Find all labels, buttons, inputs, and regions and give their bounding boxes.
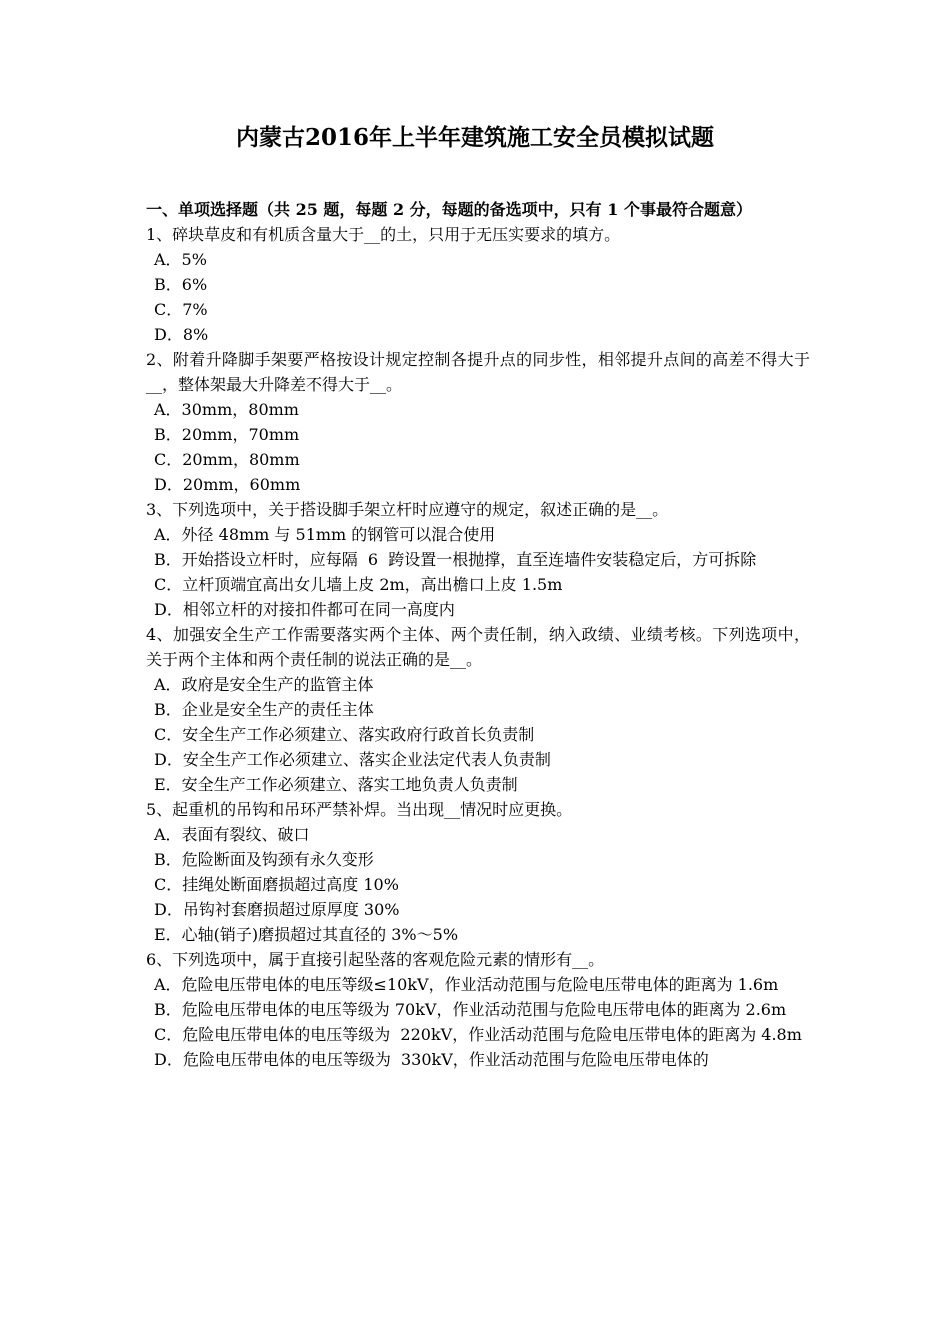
option-b: B．6% [154,275,208,294]
question-3 [146,497,810,622]
option-d: D．8% [154,325,209,344]
option-d: D．安全生产工作必须建立、落实企业法定代表人负责制 [154,750,551,769]
question-stem: 2、附着升降脚手架要严格按设计规定控制各提升点的同步性，相邻提升点间的高差不得大于__，整体架最大升降差不得大于__。 [146,350,810,394]
question-stem: 4、加强安全生产工作需要落实两个主体、两个责任制，纳入政绩、业绩考核。下列选项中，关于两个主体和两个责任制的说法正确的是__。 [146,625,810,669]
option-a: A．5% [154,250,207,269]
option-b: B．20mm，70mm [154,425,300,444]
option-d: D．相邻立杆的对接扣件都可在同一高度内 [154,600,455,619]
option-d: D．吊钩衬套磨损超过原厚度 30% [154,900,400,919]
question-stem: 5、起重机的吊钩和吊环严禁补焊。当出现__情况时应更换。 [146,800,573,819]
option-a: A．表面有裂纹、破口 [154,825,310,844]
option-b: B．危险电压带电体的电压等级为 70kV，作业活动范围与危险电压带电体的距离为 2.6m [154,1000,787,1019]
option-a: A．外径 48mm 与 51mm 的钢管可以混合使用 [154,525,496,544]
option-e: E．安全生产工作必须建立、落实工地负责人负责制 [154,775,518,794]
option-c: C．挂绳处断面磨损超过高度 10% [154,875,399,894]
question-stem: 6、下列选项中，属于直接引起坠落的客观危险元素的情形有__。 [146,950,605,969]
question-stem: 3、下列选项中，关于搭设脚手架立杆时应遵守的规定，叙述正确的是__。 [146,500,669,519]
option-c: C．立杆顶端宜高出女儿墙上皮 2m，高出檐口上皮 1.5m [154,575,563,594]
document-title: 内蒙古2016年上半年建筑施工安全员模拟试题 [235,124,714,151]
question-5 [146,797,810,947]
option-a: A．危险电压带电体的电压等级≤10kV，作业活动范围与危险电压带电体的距离为 1.6m [154,975,779,994]
exam-content [146,197,810,1072]
option-c: C．安全生产工作必须建立、落实政府行政首长负责制 [154,725,535,744]
option-c: C．危险电压带电体的电压等级为 220kV，作业活动范围与危险电压带电体的距离为 4.8m [154,1025,802,1044]
option-d: D．20mm，60mm [154,475,301,494]
section-heading: 一、单项选择题（共 25 题，每题 2 分，每题的备选项中，只有 1 个事最符合题意） [146,200,752,219]
option-e: E．心轴(销子)磨损超过其直径的 3%～5% [154,925,459,944]
question-1 [146,222,810,347]
option-c: C．7% [154,300,208,319]
option-a: A．政府是安全生产的监管主体 [154,675,374,694]
option-b: B．危险断面及钩颈有永久变形 [154,850,374,869]
question-4 [146,622,810,797]
question-6 [146,947,810,1072]
question-2 [146,347,810,497]
option-d: D．危险电压带电体的电压等级为 330kV，作业活动范围与危险电压带电体的 [154,1050,709,1069]
option-b: B．企业是安全生产的责任主体 [154,700,374,719]
option-a: A．30mm，80mm [154,400,299,419]
option-c: C．20mm，80mm [154,450,300,469]
question-stem: 1、碎块草皮和有机质含量大于__的土，只用于无压实要求的填方。 [146,225,621,244]
option-b: B．开始搭设立杆时，应每隔 6 跨设置一根抛撑，直至连墙件安装稳定后，方可拆除 [154,550,757,569]
